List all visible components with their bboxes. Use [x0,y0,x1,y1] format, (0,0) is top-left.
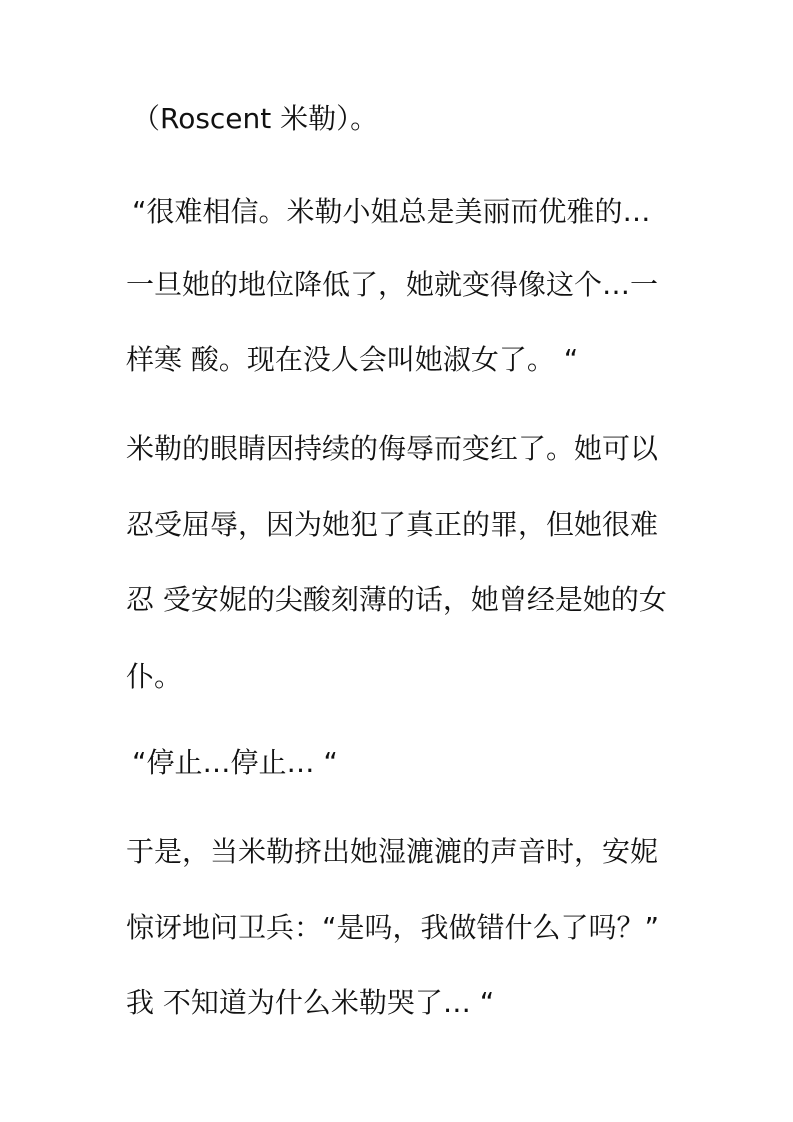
text-line: （Roscent 米勒）。 [132,102,379,135]
text-line: 惊讶地问卫兵：“是吗，我做错什么了吗？” [126,911,660,944]
text-line: 于是，当米勒挤出她湿漉漉的声音时，安妮 [126,835,659,868]
text-line: 我 不知道为什么米勒哭了… “ [126,986,495,1019]
text-line: “很难相信。米勒小姐总是美丽而优雅的… [132,195,651,228]
text-line: 忍受屈辱，因为她犯了真正的罪，但她很难 [126,508,659,541]
text-line: 米勒的眼睛因持续的侮辱而变红了。她可以 [126,432,659,465]
text-line: 样寒 酸。现在没人会叫她淑女了。 “ [126,343,579,376]
text-line: 一旦她的地位降低了，她就变得像这个…一 [126,268,659,301]
text-line: 忍 受安妮的尖酸刻薄的话，她曾经是她的女 [126,583,667,616]
text-line: 仆。 [126,660,183,693]
text-line: “停止…停止… “ [132,746,338,779]
